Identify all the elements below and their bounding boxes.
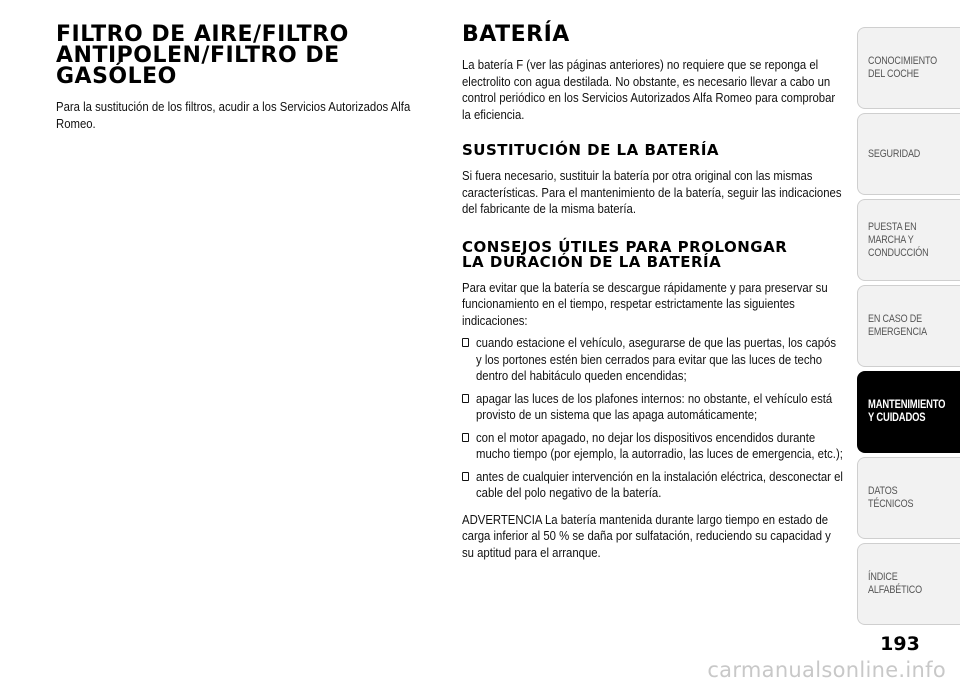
list-item: cuando estacione el vehículo, asegurarse de que las puertas, los capós y los portones estén bien cerrados para evitar que las luces de techo dentro del habitáculo queden encendidas; bbox=[462, 335, 844, 385]
tab-puesta-en-marcha[interactable]: PUESTA EN MARCHA Y CONDUCCIÓN bbox=[857, 199, 960, 281]
checkbox-bullet-icon bbox=[462, 472, 469, 481]
watermark: carmanualsonline.info bbox=[707, 658, 946, 682]
battery-title: BATERÍA bbox=[462, 22, 570, 47]
tips-heading-line-2: LA DURACIÓN DE LA BATERÍA bbox=[462, 252, 722, 271]
chapter-tabs bbox=[857, 27, 960, 629]
replacement-heading: SUSTITUCIÓN DE LA BATERÍA bbox=[462, 141, 720, 159]
tab-datos-tecnicos[interactable]: DATOS TÉCNICOS bbox=[857, 457, 960, 539]
warning-paragraph: ADVERTENCIA La batería mantenida durante largo tiempo en estado de carga inferior al 50 % se daña por sulfatación, reduciendo su capacidad y su aptitud para el arranque. bbox=[462, 511, 831, 560]
filters-title-line-1: FILTRO DE AIRE/FILTRO bbox=[56, 22, 349, 47]
checkbox-bullet-icon bbox=[462, 394, 469, 403]
page-number: 193 bbox=[880, 633, 920, 655]
right-column bbox=[462, 24, 844, 561]
filters-title bbox=[56, 24, 426, 87]
tips-heading bbox=[462, 237, 844, 271]
replacement-text: Si fuera necesario, sustituir la batería por otra original con las mismas características. Para el mantenimiento de la batería, seguir las indicaciones del fabricante de la misma batería. bbox=[462, 168, 842, 216]
list-item: apagar las luces de los plafones internos: no obstante, el vehículo está provisto de un sistema que las apaga automáticamente; bbox=[462, 391, 844, 424]
left-column bbox=[56, 24, 426, 132]
tab-conocimiento-del-coche[interactable]: CONOCIMIENTO DEL COCHE bbox=[857, 27, 960, 109]
filters-title-line-2: ANTIPOLEN/FILTRO DE bbox=[56, 43, 340, 68]
list-item: antes de cualquier intervención en la instalación eléctrica, desconectar el cable del polo negativo de la batería. bbox=[462, 469, 844, 502]
tab-mantenimiento-y-cuidados[interactable]: MANTENIMIENTO Y CUIDADOS bbox=[857, 371, 960, 453]
filters-paragraph: Para la sustitución de los filtros, acudir a los Servicios Autorizados Alfa Romeo. bbox=[56, 99, 411, 131]
battery-intro: La batería F (ver las páginas anteriores) no requiere que se reponga el electrolito con agua destilada. No obstante, es necesario llevar a cabo un control periódico en los Servicios Autorizados Alfa Romeo para comprobar la eficiencia. bbox=[462, 57, 836, 122]
list-item: con el motor apagado, no dejar los dispositivos encendidos durante mucho tiempo (por ejemplo, la autorradio, las luces de emergencia, etc.); bbox=[462, 430, 844, 463]
tips-heading-line-1: CONSEJOS ÚTILES PARA PROLONGAR bbox=[462, 237, 788, 256]
filters-title-line-3: GASÓLEO bbox=[56, 64, 177, 89]
checkbox-bullet-icon bbox=[462, 338, 469, 347]
tab-indice-alfabetico[interactable]: ÍNDICE ALFABÉTICO bbox=[857, 543, 960, 625]
tab-en-caso-de-emergencia[interactable]: EN CASO DE EMERGENCIA bbox=[857, 285, 960, 367]
tips-intro: Para evitar que la batería se descargue rápidamente y para preservar su funcionamiento en el tiempo, respetar estrictamente las siguientes indicaciones: bbox=[462, 279, 828, 328]
checkbox-bullet-icon bbox=[462, 433, 469, 442]
tab-seguridad[interactable]: SEGURIDAD bbox=[857, 113, 960, 195]
tips-list bbox=[462, 335, 844, 502]
